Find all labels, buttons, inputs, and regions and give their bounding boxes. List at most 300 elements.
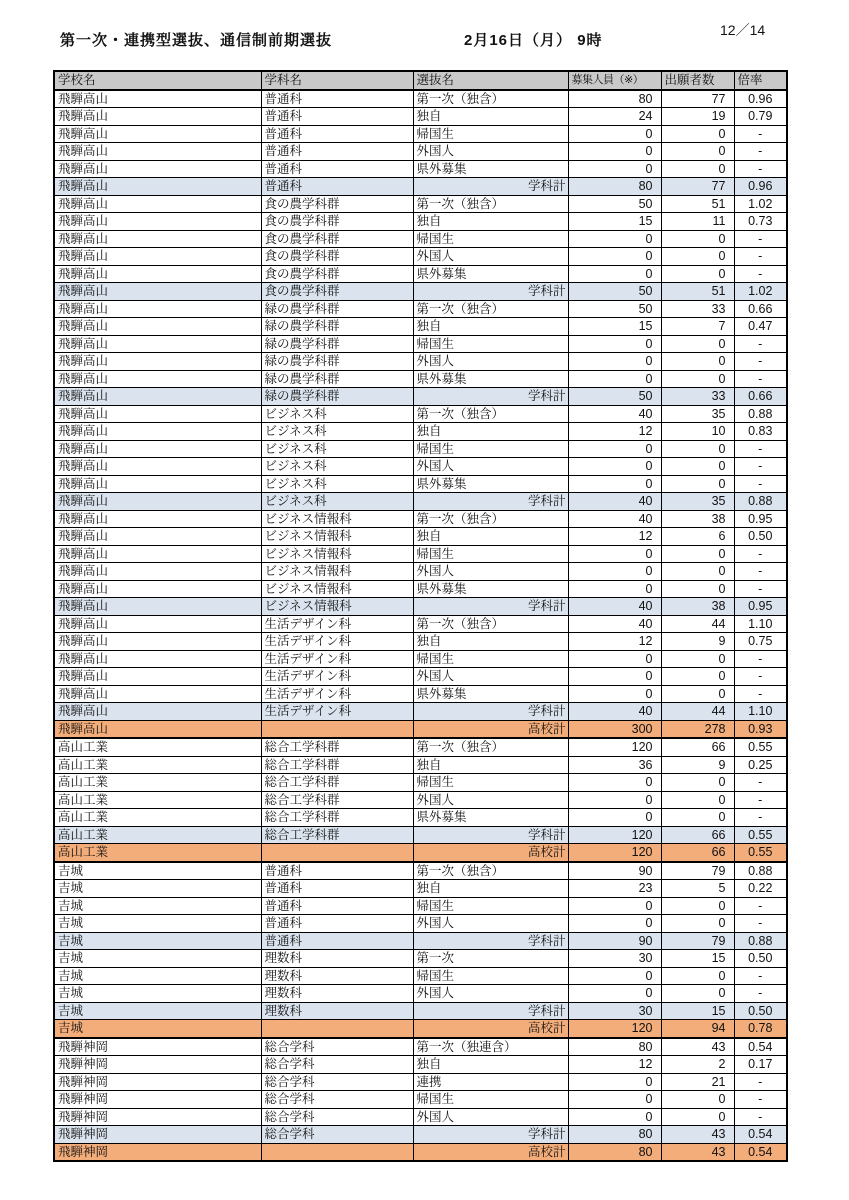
cell-selection-name: 外国人	[413, 143, 568, 161]
cell-school-name: 飛騨神岡	[54, 1073, 261, 1091]
cell-department-name: 総合学科	[261, 1056, 413, 1074]
cell-applicants: 43	[661, 1143, 734, 1161]
table-row	[54, 458, 787, 476]
cell-selection-name: 第一次（独含）	[413, 510, 568, 528]
table-row	[54, 650, 787, 668]
cell-applicants: 43	[661, 1038, 734, 1056]
table-row	[54, 720, 787, 738]
cell-school-name: 高山工業	[54, 791, 261, 809]
column-header-ratio: 倍率	[734, 71, 787, 90]
cell-capacity: 50	[568, 195, 661, 213]
cell-ratio: 0.55	[734, 826, 787, 844]
cell-selection-name: 帰国生	[413, 125, 568, 143]
cell-ratio: 0.55	[734, 738, 787, 756]
cell-ratio: -	[734, 440, 787, 458]
cell-capacity: 40	[568, 405, 661, 423]
cell-ratio: 0.66	[734, 300, 787, 318]
cell-school-name: 飛騨高山	[54, 510, 261, 528]
cell-school-name: 飛騨高山	[54, 458, 261, 476]
cell-department-name: 普通科	[261, 932, 413, 950]
table-header-row	[54, 71, 787, 90]
cell-applicants: 5	[661, 880, 734, 898]
cell-applicants: 0	[661, 897, 734, 915]
cell-selection-name: 独自	[413, 880, 568, 898]
cell-ratio: 0.50	[734, 1002, 787, 1020]
cell-department-name: 食の農学科群	[261, 248, 413, 266]
cell-school-name: 吉城	[54, 950, 261, 968]
cell-department-name: ビジネス科	[261, 475, 413, 493]
cell-school-name: 飛騨神岡	[54, 1108, 261, 1126]
table-row	[54, 195, 787, 213]
cell-ratio: 0.54	[734, 1038, 787, 1056]
column-header-capacity: 募集人員（※）	[568, 71, 661, 90]
cell-selection-name: 第一次（独含）	[413, 862, 568, 880]
cell-capacity: 0	[568, 915, 661, 933]
cell-applicants: 0	[661, 791, 734, 809]
table-row	[54, 528, 787, 546]
cell-ratio: 0.73	[734, 213, 787, 231]
cell-department-name	[261, 1020, 413, 1038]
cell-selection-name: 外国人	[413, 248, 568, 266]
cell-school-name: 飛騨高山	[54, 90, 261, 108]
cell-selection-name: 帰国生	[413, 1091, 568, 1109]
cell-selection-name: 学科計	[413, 493, 568, 511]
cell-capacity: 12	[568, 1056, 661, 1074]
cell-applicants: 44	[661, 703, 734, 721]
cell-capacity: 23	[568, 880, 661, 898]
cell-applicants: 0	[661, 475, 734, 493]
cell-school-name: 飛騨高山	[54, 668, 261, 686]
cell-applicants: 0	[661, 967, 734, 985]
cell-department-name: 理数科	[261, 950, 413, 968]
cell-selection-name: 学科計	[413, 1002, 568, 1020]
cell-applicants: 38	[661, 598, 734, 616]
cell-capacity: 50	[568, 283, 661, 301]
cell-school-name: 飛騨高山	[54, 108, 261, 126]
table-row	[54, 545, 787, 563]
cell-applicants: 0	[661, 650, 734, 668]
table-row	[54, 475, 787, 493]
cell-capacity: 90	[568, 862, 661, 880]
cell-selection-name: 県外募集	[413, 580, 568, 598]
table-row	[54, 844, 787, 862]
cell-ratio: -	[734, 915, 787, 933]
cell-ratio: 0.22	[734, 880, 787, 898]
cell-applicants: 35	[661, 405, 734, 423]
cell-capacity: 0	[568, 563, 661, 581]
table-row	[54, 880, 787, 898]
cell-capacity: 80	[568, 1126, 661, 1144]
table-row	[54, 668, 787, 686]
cell-ratio: -	[734, 545, 787, 563]
cell-ratio: 0.83	[734, 423, 787, 441]
cell-selection-name: 帰国生	[413, 650, 568, 668]
cell-applicants: 10	[661, 423, 734, 441]
cell-ratio: -	[734, 1091, 787, 1109]
cell-ratio: -	[734, 125, 787, 143]
cell-ratio: 1.02	[734, 195, 787, 213]
cell-school-name: 吉城	[54, 880, 261, 898]
cell-selection-name: 第一次（独含）	[413, 300, 568, 318]
cell-capacity: 80	[568, 1143, 661, 1161]
cell-school-name: 飛騨神岡	[54, 1056, 261, 1074]
cell-selection-name: 第一次	[413, 950, 568, 968]
cell-applicants: 33	[661, 300, 734, 318]
cell-applicants: 0	[661, 1108, 734, 1126]
cell-department-name: 総合工学科群	[261, 809, 413, 827]
cell-ratio: -	[734, 685, 787, 703]
table-row	[54, 108, 787, 126]
cell-school-name: 飛騨高山	[54, 230, 261, 248]
cell-ratio: -	[734, 370, 787, 388]
cell-school-name: 吉城	[54, 862, 261, 880]
cell-applicants: 278	[661, 720, 734, 738]
cell-department-name: 食の農学科群	[261, 283, 413, 301]
cell-school-name: 飛騨高山	[54, 598, 261, 616]
cell-capacity: 120	[568, 1020, 661, 1038]
table-row	[54, 1126, 787, 1144]
cell-department-name: 緑の農学科群	[261, 353, 413, 371]
table-row	[54, 335, 787, 353]
cell-ratio: 0.17	[734, 1056, 787, 1074]
cell-applicants: 0	[661, 985, 734, 1003]
cell-capacity: 15	[568, 213, 661, 231]
cell-capacity: 0	[568, 985, 661, 1003]
table-row	[54, 950, 787, 968]
cell-capacity: 50	[568, 388, 661, 406]
cell-school-name: 飛騨高山	[54, 195, 261, 213]
table-row	[54, 967, 787, 985]
cell-department-name: 生活デザイン科	[261, 650, 413, 668]
table-row	[54, 143, 787, 161]
cell-school-name: 吉城	[54, 1020, 261, 1038]
cell-selection-name: 県外募集	[413, 809, 568, 827]
cell-capacity: 0	[568, 685, 661, 703]
cell-selection-name: 学科計	[413, 826, 568, 844]
cell-capacity: 40	[568, 615, 661, 633]
cell-school-name: 飛騨高山	[54, 388, 261, 406]
cell-applicants: 0	[661, 774, 734, 792]
cell-applicants: 94	[661, 1020, 734, 1038]
cell-applicants: 77	[661, 90, 734, 108]
cell-capacity: 0	[568, 967, 661, 985]
cell-applicants: 0	[661, 125, 734, 143]
cell-department-name	[261, 1143, 413, 1161]
cell-capacity: 40	[568, 703, 661, 721]
table-row	[54, 897, 787, 915]
cell-department-name: 生活デザイン科	[261, 615, 413, 633]
cell-school-name: 飛騨高山	[54, 265, 261, 283]
cell-applicants: 0	[661, 230, 734, 248]
cell-department-name: 緑の農学科群	[261, 300, 413, 318]
cell-department-name: ビジネス科	[261, 405, 413, 423]
cell-school-name: 飛騨高山	[54, 650, 261, 668]
cell-school-name: 飛騨高山	[54, 580, 261, 598]
cell-capacity: 0	[568, 230, 661, 248]
cell-ratio: 0.78	[734, 1020, 787, 1038]
cell-department-name: 理数科	[261, 1002, 413, 1020]
table-row	[54, 265, 787, 283]
table-row	[54, 685, 787, 703]
cell-applicants: 6	[661, 528, 734, 546]
cell-department-name: 総合工学科群	[261, 774, 413, 792]
table-row	[54, 1091, 787, 1109]
cell-applicants: 38	[661, 510, 734, 528]
cell-applicants: 0	[661, 563, 734, 581]
cell-department-name: 総合学科	[261, 1126, 413, 1144]
cell-department-name: 生活デザイン科	[261, 668, 413, 686]
table-row	[54, 1143, 787, 1161]
cell-capacity: 0	[568, 125, 661, 143]
cell-capacity: 12	[568, 423, 661, 441]
cell-department-name: 総合工学科群	[261, 791, 413, 809]
cell-applicants: 21	[661, 1073, 734, 1091]
cell-capacity: 30	[568, 1002, 661, 1020]
table-row	[54, 1073, 787, 1091]
cell-ratio: 0.95	[734, 598, 787, 616]
cell-capacity: 0	[568, 774, 661, 792]
table-row	[54, 370, 787, 388]
cell-applicants: 19	[661, 108, 734, 126]
cell-selection-name: 学科計	[413, 388, 568, 406]
table-row	[54, 615, 787, 633]
cell-selection-name: 外国人	[413, 668, 568, 686]
cell-capacity: 0	[568, 335, 661, 353]
cell-selection-name: 県外募集	[413, 265, 568, 283]
cell-selection-name: 独自	[413, 633, 568, 651]
cell-department-name: 総合学科	[261, 1108, 413, 1126]
cell-ratio: -	[734, 160, 787, 178]
cell-selection-name: 第一次（独含）	[413, 405, 568, 423]
table-row	[54, 423, 787, 441]
cell-ratio: -	[734, 985, 787, 1003]
cell-ratio: -	[734, 335, 787, 353]
page-datetime: 2月16日（月） 9時	[464, 32, 603, 49]
cell-applicants: 0	[661, 248, 734, 266]
cell-applicants: 0	[661, 370, 734, 388]
applications-table	[53, 70, 788, 1162]
cell-school-name: 飛騨高山	[54, 178, 261, 196]
cell-school-name: 飛騨高山	[54, 300, 261, 318]
cell-capacity: 0	[568, 897, 661, 915]
table-row	[54, 809, 787, 827]
cell-school-name: 飛騨高山	[54, 493, 261, 511]
table-row	[54, 826, 787, 844]
cell-department-name: 普通科	[261, 862, 413, 880]
cell-department-name: 緑の農学科群	[261, 388, 413, 406]
cell-school-name: 飛騨高山	[54, 423, 261, 441]
cell-capacity: 36	[568, 756, 661, 774]
cell-ratio: 1.10	[734, 703, 787, 721]
cell-applicants: 11	[661, 213, 734, 231]
cell-selection-name: 外国人	[413, 353, 568, 371]
cell-applicants: 0	[661, 545, 734, 563]
cell-ratio: -	[734, 563, 787, 581]
cell-applicants: 79	[661, 932, 734, 950]
table-row	[54, 985, 787, 1003]
cell-school-name: 飛騨高山	[54, 703, 261, 721]
cell-school-name: 飛騨高山	[54, 143, 261, 161]
cell-school-name: 飛騨高山	[54, 720, 261, 738]
cell-ratio: 0.54	[734, 1126, 787, 1144]
cell-selection-name: 県外募集	[413, 370, 568, 388]
table-row	[54, 633, 787, 651]
cell-school-name: 飛騨神岡	[54, 1143, 261, 1161]
table-row	[54, 318, 787, 336]
table-row	[54, 580, 787, 598]
table-row	[54, 862, 787, 880]
table-row	[54, 1038, 787, 1056]
cell-department-name: 緑の農学科群	[261, 335, 413, 353]
cell-ratio: -	[734, 580, 787, 598]
cell-capacity: 40	[568, 510, 661, 528]
cell-selection-name: 独自	[413, 213, 568, 231]
column-header-school: 学校名	[54, 71, 261, 90]
cell-applicants: 77	[661, 178, 734, 196]
cell-selection-name: 県外募集	[413, 685, 568, 703]
cell-school-name: 高山工業	[54, 809, 261, 827]
cell-capacity: 120	[568, 826, 661, 844]
cell-applicants: 0	[661, 580, 734, 598]
cell-selection-name: 学科計	[413, 1126, 568, 1144]
cell-applicants: 33	[661, 388, 734, 406]
table-row	[54, 1020, 787, 1038]
cell-capacity: 0	[568, 458, 661, 476]
cell-ratio: 0.93	[734, 720, 787, 738]
cell-department-name: 普通科	[261, 108, 413, 126]
cell-department-name: 緑の農学科群	[261, 318, 413, 336]
cell-school-name: 飛騨神岡	[54, 1126, 261, 1144]
cell-applicants: 15	[661, 1002, 734, 1020]
cell-ratio: 1.10	[734, 615, 787, 633]
page-number: 12／14	[720, 22, 766, 38]
cell-applicants: 0	[661, 915, 734, 933]
cell-department-name: ビジネス情報科	[261, 528, 413, 546]
cell-department-name: ビジネス情報科	[261, 580, 413, 598]
cell-school-name: 飛騨高山	[54, 528, 261, 546]
table-row	[54, 1108, 787, 1126]
cell-selection-name: 外国人	[413, 915, 568, 933]
cell-school-name: 高山工業	[54, 756, 261, 774]
cell-capacity: 0	[568, 353, 661, 371]
table-row	[54, 738, 787, 756]
column-header-applicants: 出願者数	[661, 71, 734, 90]
cell-ratio: 0.95	[734, 510, 787, 528]
table-row	[54, 178, 787, 196]
cell-department-name: 総合学科	[261, 1091, 413, 1109]
cell-school-name: 高山工業	[54, 738, 261, 756]
cell-school-name: 飛騨高山	[54, 213, 261, 231]
cell-department-name: ビジネス科	[261, 458, 413, 476]
cell-selection-name: 高校計	[413, 1020, 568, 1038]
cell-applicants: 0	[661, 160, 734, 178]
cell-school-name: 吉城	[54, 967, 261, 985]
table-row	[54, 791, 787, 809]
cell-applicants: 0	[661, 265, 734, 283]
table-row	[54, 932, 787, 950]
cell-ratio: 0.75	[734, 633, 787, 651]
cell-capacity: 300	[568, 720, 661, 738]
table-row	[54, 230, 787, 248]
cell-department-name: 普通科	[261, 178, 413, 196]
cell-school-name: 飛騨高山	[54, 370, 261, 388]
cell-selection-name: 連携	[413, 1073, 568, 1091]
cell-selection-name: 第一次（独含）	[413, 90, 568, 108]
cell-ratio: 0.88	[734, 862, 787, 880]
table-row	[54, 774, 787, 792]
cell-applicants: 0	[661, 668, 734, 686]
table-row	[54, 283, 787, 301]
cell-ratio: -	[734, 248, 787, 266]
cell-ratio: 1.02	[734, 283, 787, 301]
cell-department-name: ビジネス情報科	[261, 545, 413, 563]
cell-applicants: 0	[661, 809, 734, 827]
cell-department-name: 理数科	[261, 985, 413, 1003]
table-row	[54, 756, 787, 774]
cell-selection-name: 帰国生	[413, 774, 568, 792]
cell-department-name: ビジネス情報科	[261, 598, 413, 616]
cell-selection-name: 学科計	[413, 598, 568, 616]
cell-department-name: 食の農学科群	[261, 195, 413, 213]
cell-selection-name: 学科計	[413, 703, 568, 721]
cell-applicants: 15	[661, 950, 734, 968]
cell-ratio: 0.96	[734, 178, 787, 196]
cell-school-name: 飛騨高山	[54, 685, 261, 703]
cell-selection-name: 外国人	[413, 985, 568, 1003]
cell-ratio: 0.96	[734, 90, 787, 108]
cell-applicants: 0	[661, 440, 734, 458]
cell-capacity: 0	[568, 440, 661, 458]
table-header	[54, 71, 787, 90]
cell-department-name: 普通科	[261, 160, 413, 178]
cell-department-name: 普通科	[261, 897, 413, 915]
cell-ratio: 0.54	[734, 1143, 787, 1161]
cell-department-name: 食の農学科群	[261, 265, 413, 283]
cell-ratio: -	[734, 967, 787, 985]
table-row	[54, 388, 787, 406]
cell-capacity: 24	[568, 108, 661, 126]
cell-capacity: 0	[568, 809, 661, 827]
cell-ratio: 0.50	[734, 950, 787, 968]
cell-department-name: 総合工学科群	[261, 756, 413, 774]
cell-school-name: 飛騨高山	[54, 405, 261, 423]
cell-capacity: 90	[568, 932, 661, 950]
cell-department-name: 普通科	[261, 880, 413, 898]
cell-capacity: 50	[568, 300, 661, 318]
cell-applicants: 2	[661, 1056, 734, 1074]
cell-school-name: 飛騨神岡	[54, 1091, 261, 1109]
cell-capacity: 15	[568, 318, 661, 336]
cell-school-name: 飛騨高山	[54, 125, 261, 143]
cell-capacity: 80	[568, 178, 661, 196]
cell-selection-name: 外国人	[413, 1108, 568, 1126]
cell-department-name	[261, 844, 413, 862]
cell-school-name: 飛騨高山	[54, 475, 261, 493]
cell-applicants: 0	[661, 335, 734, 353]
cell-selection-name: 独自	[413, 528, 568, 546]
table-row	[54, 248, 787, 266]
cell-school-name: 飛騨高山	[54, 248, 261, 266]
cell-capacity: 120	[568, 844, 661, 862]
cell-ratio: -	[734, 458, 787, 476]
cell-applicants: 35	[661, 493, 734, 511]
table-row	[54, 300, 787, 318]
cell-selection-name: 帰国生	[413, 967, 568, 985]
cell-ratio: 0.25	[734, 756, 787, 774]
cell-department-name: 生活デザイン科	[261, 633, 413, 651]
cell-selection-name: 外国人	[413, 458, 568, 476]
cell-department-name: ビジネス情報科	[261, 510, 413, 528]
